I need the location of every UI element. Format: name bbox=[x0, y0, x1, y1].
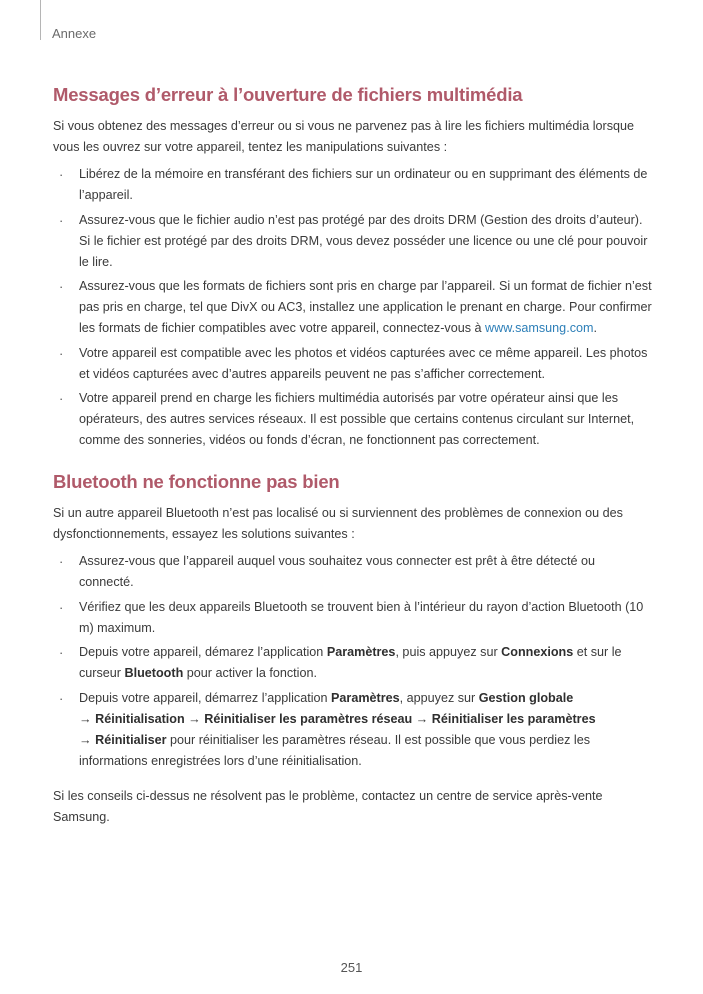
list-item-text: Assurez-vous que les formats de fichiers sont pris en charge par l’appareil. Si un format de fichier n’est pas pris en charge, tel que DivX ou AC3, installez une application le prenant en charge. Pour confirmer les formats de fichier compatibles avec votre appareil, connectez-vous à bbox=[79, 279, 652, 335]
list-item: · Assurez-vous que le fichier audio n’est pas protégé par des droits DRM (Gestion des droits d’auteur). Si le fichier est protégé par des droits DRM, vous devez posséder une licence ou une clé pour pouvoir le lire. bbox=[53, 210, 653, 273]
text: Depuis votre appareil, démarrez l’application bbox=[79, 690, 332, 705]
list-item: · Votre appareil prend en charge les fichiers multimédia autorisés par votre opérateur ainsi que les opérateurs, des autres services réseaux. Il est possible que certains contenus circulant sur Internet, comme des sonneries, vidéos ou fonds d’écran, ne fonctionnent pas correctement. bbox=[53, 388, 653, 451]
list-item bbox=[53, 276, 653, 339]
text: , appuyez sur bbox=[399, 690, 479, 705]
section-label: Annexe bbox=[52, 26, 97, 41]
menu-term-settings: Paramètres bbox=[331, 690, 400, 705]
list-item bbox=[53, 642, 653, 684]
page-content bbox=[53, 84, 653, 828]
list-item-end: . bbox=[593, 321, 597, 335]
arrow: → bbox=[79, 711, 96, 726]
page-number: 251 bbox=[340, 960, 363, 975]
samsung-link[interactable]: www.samsung.com bbox=[485, 321, 594, 335]
menu-term-connections: Connexions bbox=[501, 645, 574, 659]
list-item: · Libérez de la mémoire en transférant des fichiers sur un ordinateur ou en supprimant des éléments de l’appareil. bbox=[53, 164, 653, 206]
section-intro-bluetooth: Si un autre appareil Bluetooth n’est pas localisé ou si surviennent des problèmes de connexion ou des dysfonctionnements, essayez les solutions suivantes : bbox=[53, 506, 623, 541]
media-errors-list bbox=[53, 164, 653, 451]
text: et sur le curseur bbox=[79, 645, 622, 680]
section-heading-bluetooth: Bluetooth ne fonctionne pas bien bbox=[53, 471, 340, 492]
text: pour activer la fonction. bbox=[183, 666, 317, 680]
menu-term-reset-settings: Réinitialiser les paramètres bbox=[431, 711, 596, 726]
closing-paragraph: Si les conseils ci-dessus ne résolvent pas le problème, contactez un centre de service après-vente Samsung. bbox=[53, 788, 603, 824]
menu-term-reset: Réinitialisation bbox=[95, 711, 185, 726]
list-item bbox=[53, 688, 653, 772]
list-item: · Assurez-vous que l’appareil auquel vous souhaitez vous connecter est prêt à être détecté ou connecté. bbox=[53, 551, 653, 593]
text: Depuis votre appareil, démarez l’application bbox=[79, 645, 327, 659]
list-item: · Votre appareil est compatible avec les photos et vidéos capturées avec ce même appareil. Les photos et vidéos capturées avec d’autres appareils peuvent ne pas s’afficher correctement. bbox=[53, 343, 653, 385]
section-intro-media-errors: Si vous obtenez des messages d’erreur ou si vous ne parvenez pas à lire les fichiers multimédia lorsque vous les ouvrez sur votre appareil, tentez les manipulations suivantes : bbox=[53, 119, 635, 154]
bluetooth-list bbox=[53, 551, 653, 772]
header-divider bbox=[40, 0, 41, 40]
arrow: → bbox=[79, 732, 96, 747]
text: , puis appuyez sur bbox=[395, 645, 502, 659]
menu-term-settings: Paramètres bbox=[326, 645, 396, 659]
menu-term-general-management: Gestion globale bbox=[478, 690, 574, 705]
section-heading-media-errors: Messages d’erreur à l’ouverture de fichiers multimédia bbox=[53, 84, 523, 105]
menu-term-reset-button: Réinitialiser bbox=[95, 732, 167, 747]
list-item: · Vérifiez que les deux appareils Bluetooth se trouvent bien à l’intérieur du rayon d’action Bluetooth (10 m) maximum. bbox=[53, 597, 653, 639]
arrow: → bbox=[184, 711, 205, 726]
menu-term-bluetooth: Bluetooth bbox=[124, 666, 184, 680]
arrow: → bbox=[412, 711, 432, 726]
text: pour réinitialiser les paramètres réseau. Il est possible que vous perdiez les informations enregistrées lors d’une réinitialisation. bbox=[79, 732, 591, 768]
menu-term-reset-network-settings: Réinitialiser les paramètres réseau bbox=[204, 711, 413, 726]
